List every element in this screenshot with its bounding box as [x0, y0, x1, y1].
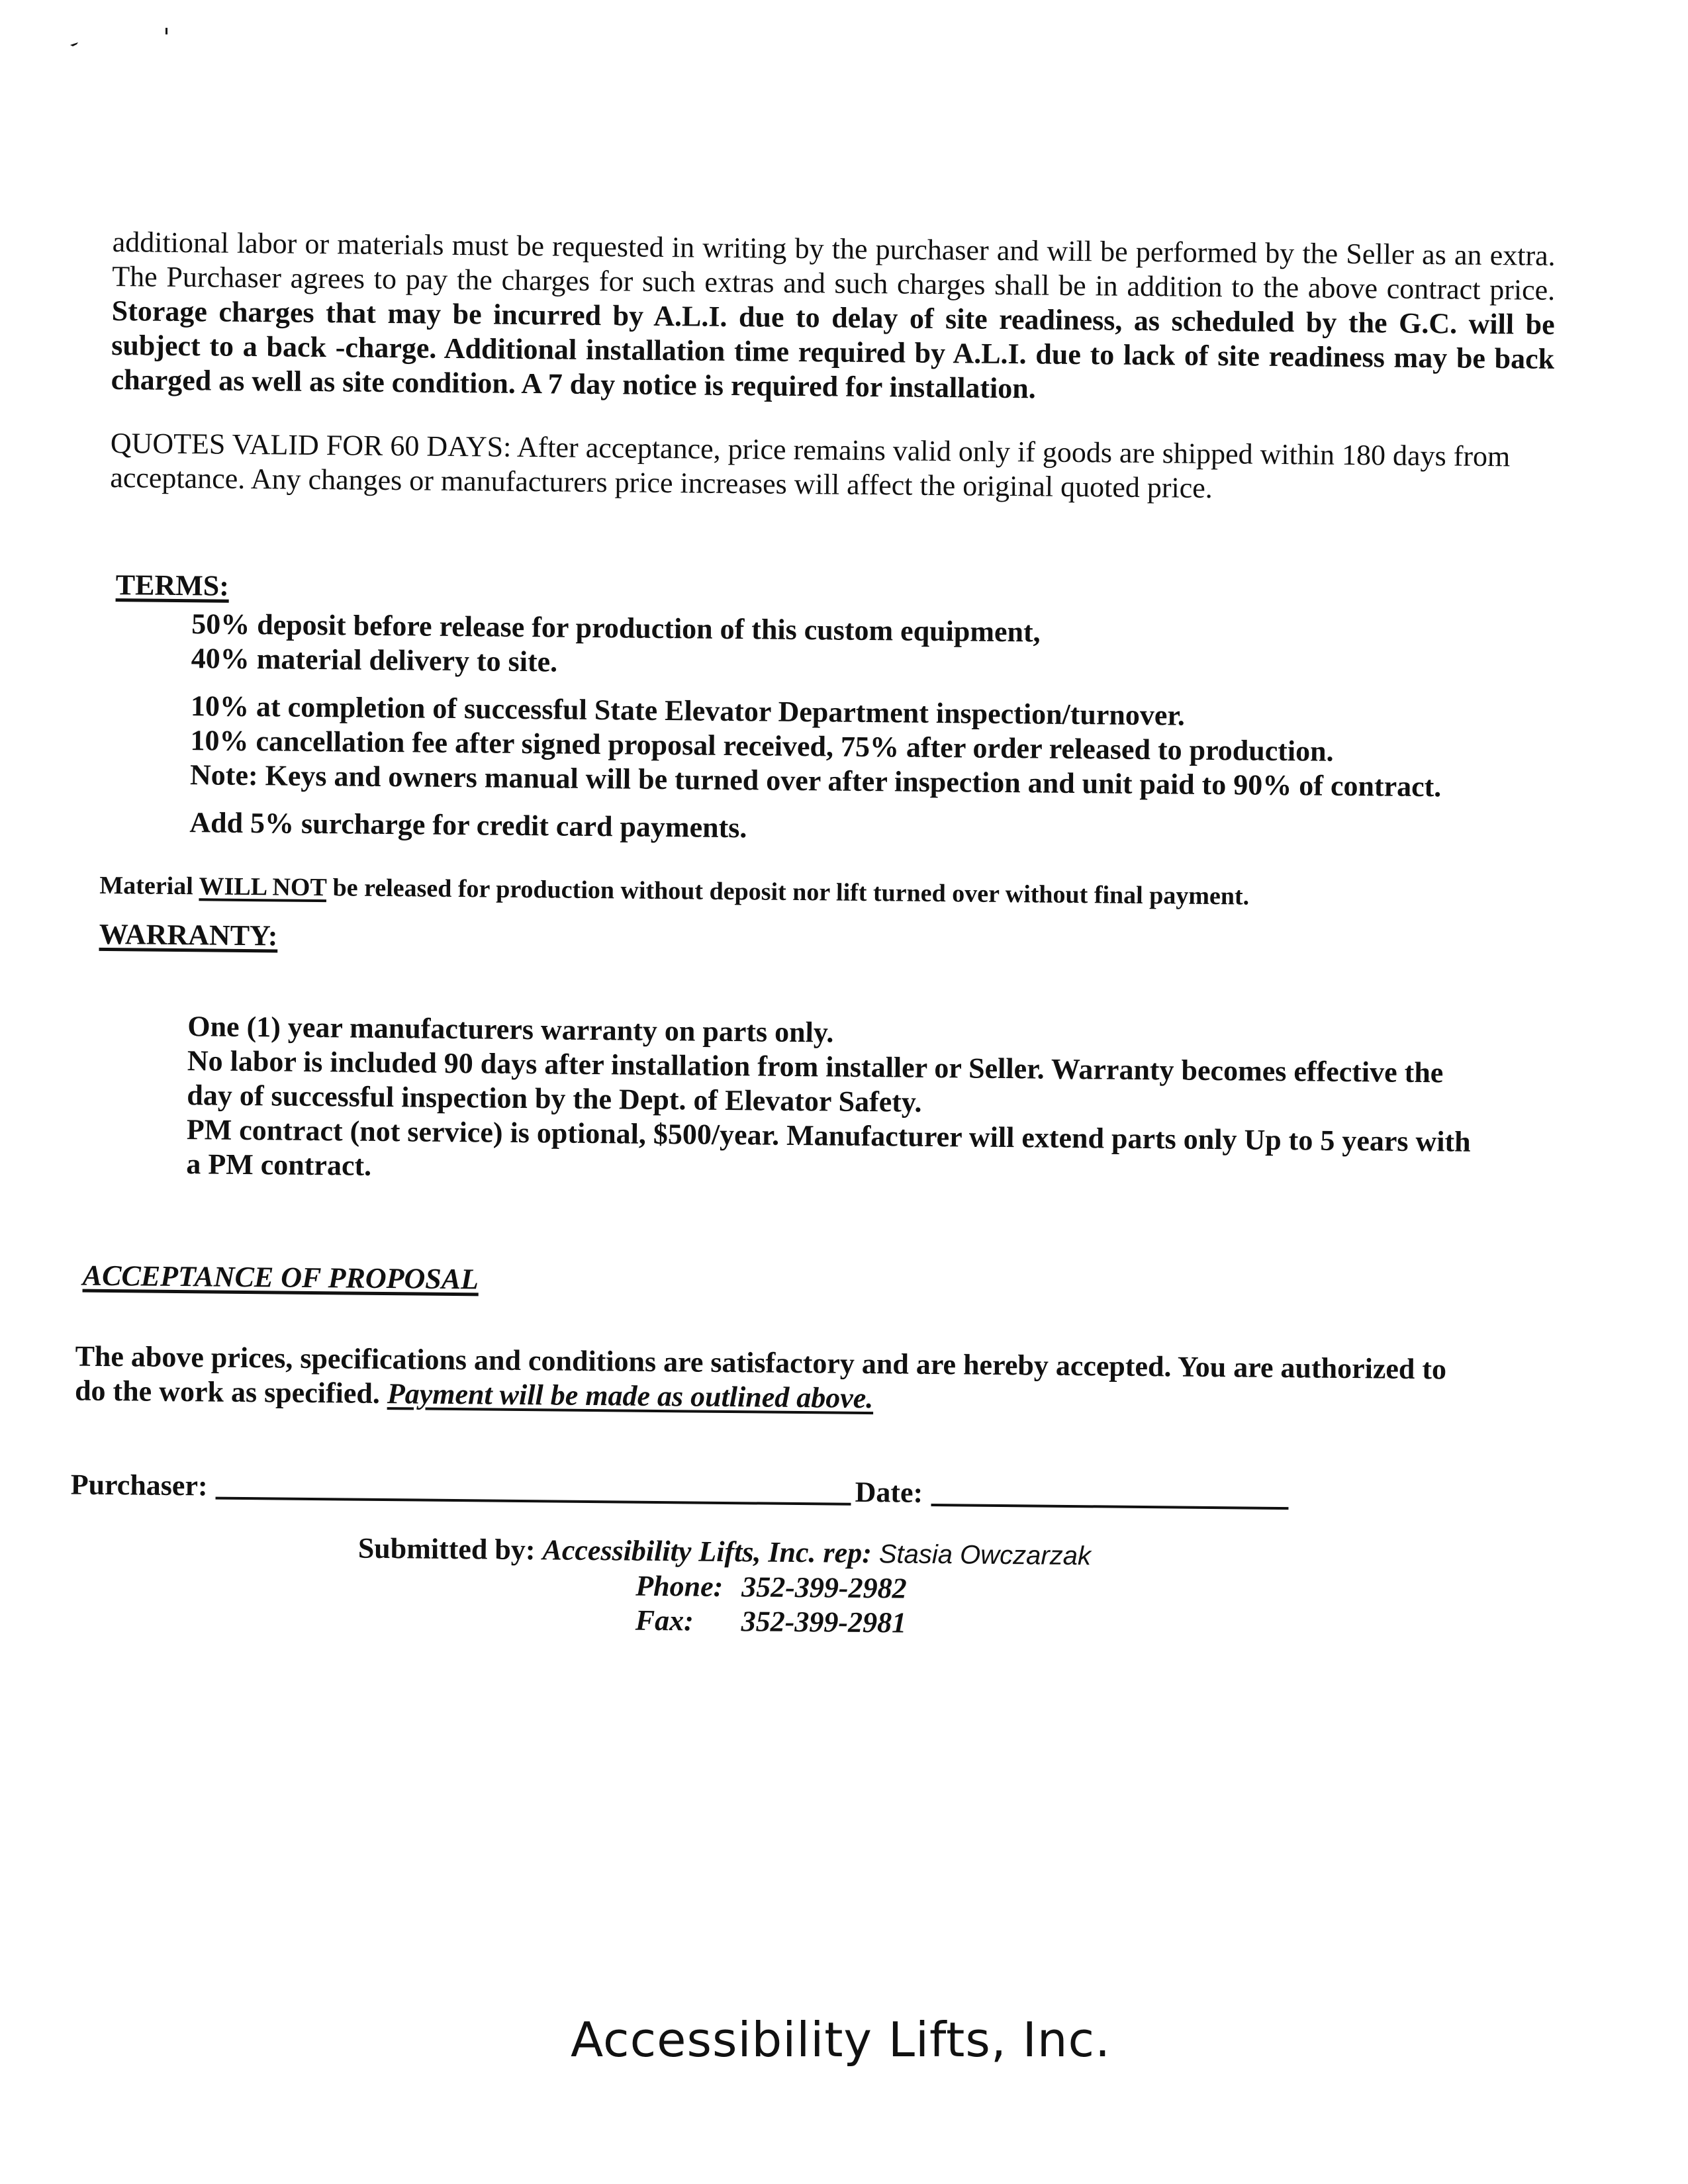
terms-item: Note: Keys and owners manual will be turned over after inspection and unit paid to 90% of contract.: [189, 758, 1442, 803]
acceptance-paragraph: [75, 1340, 1452, 1422]
storage-charges-text: Storage charges that may be incurred by A.L.I. due to delay of site readiness, as scheduled by the G.C. will be subject to a back -charge. Additional installation time required by A.L.I. due to lack of site readiness may be back charged as well as site condition. A 7 day notice is required for installation.: [111, 294, 1555, 405]
material-notice-suffix: be released for production without deposit nor lift turned over without final payment.: [326, 874, 1250, 911]
submitted-company: Accessibility Lifts, Inc. rep:: [542, 1533, 880, 1570]
proposal-body: [70, 225, 1569, 1647]
warranty-item: One (1) year manufacturers warranty on parts only.: [187, 1010, 834, 1049]
extras-text: additional labor or materials must be requested in writing by the purchaser and will be performed by the Seller as an extra. The Purchaser agrees to pay the charges for such extras and such charges shall be in addition to the above contract price.: [112, 225, 1556, 306]
material-notice-emphasis: WILL NOT: [199, 872, 327, 902]
purchaser-signature-line[interactable]: [215, 1497, 851, 1506]
fax-label: Fax:: [635, 1604, 694, 1637]
terms-item: 10% at completion of successful State Elevator Department inspection/turnover.: [190, 690, 1186, 732]
warranty-list: [186, 1009, 1561, 1195]
terms-list: [189, 607, 1565, 853]
submitted-label: Submitted by:: [357, 1531, 543, 1567]
terms-item: 40% material delivery to site.: [191, 642, 558, 678]
scan-specks: [0, 0, 265, 99]
quotes-valid-paragraph: QUOTES VALID FOR 60 DAYS: After acceptance, price remains valid only if goods are shipped within 180 days from acceptance. Any changes or manufacturers price increases will affect the original quoted price.: [110, 426, 1511, 504]
material-notice-prefix: Material: [99, 871, 199, 901]
terms-heading: TERMS:: [115, 569, 230, 602]
submitted-by: [358, 1531, 1556, 1578]
terms-item: 10% cancellation fee after signed proposal received, 75% after order released to production.: [190, 724, 1334, 768]
fax-number: 352-399-2981: [741, 1605, 907, 1639]
warranty-heading: WARRANTY:: [99, 917, 278, 952]
acceptance-text: The above prices, specifications and conditions are satisfactory and are hereby accepted. You are authorized to do the work as specified.: [74, 1340, 1447, 1410]
warranty-item: No labor is included 90 days after installation from installer or Seller. Warranty becomes effective the day of successful inspection by the Dept. of Elevator Safety.: [187, 1044, 1444, 1118]
signature-row: [70, 1467, 1556, 1516]
extras-paragraph: [111, 225, 1556, 411]
material-notice: [99, 868, 1562, 917]
rep-name: Stasia Owczarzak: [878, 1539, 1092, 1571]
phone-number: 352-399-2982: [741, 1570, 907, 1605]
purchaser-label: Purchaser:: [70, 1468, 208, 1502]
acceptance-heading: ACCEPTANCE OF PROPOSAL: [82, 1259, 479, 1296]
warranty-item: PM contract (not service) is optional, $500/year. Manufacturer will extend parts only Up to 5 years with a PM contract.: [186, 1113, 1471, 1182]
company-logo: Accessibility Lifts, Inc.: [571, 2012, 1111, 2068]
date-label: Date:: [855, 1475, 923, 1509]
date-signature-line[interactable]: [931, 1504, 1288, 1510]
payment-note: Payment will be made as outlined above.: [387, 1377, 874, 1415]
terms-item: 50% deposit before release for production of this custom equipment,: [191, 608, 1041, 649]
terms-item: Add 5% surcharge for credit card payments.: [189, 806, 747, 844]
phone-label: Phone:: [635, 1569, 724, 1603]
